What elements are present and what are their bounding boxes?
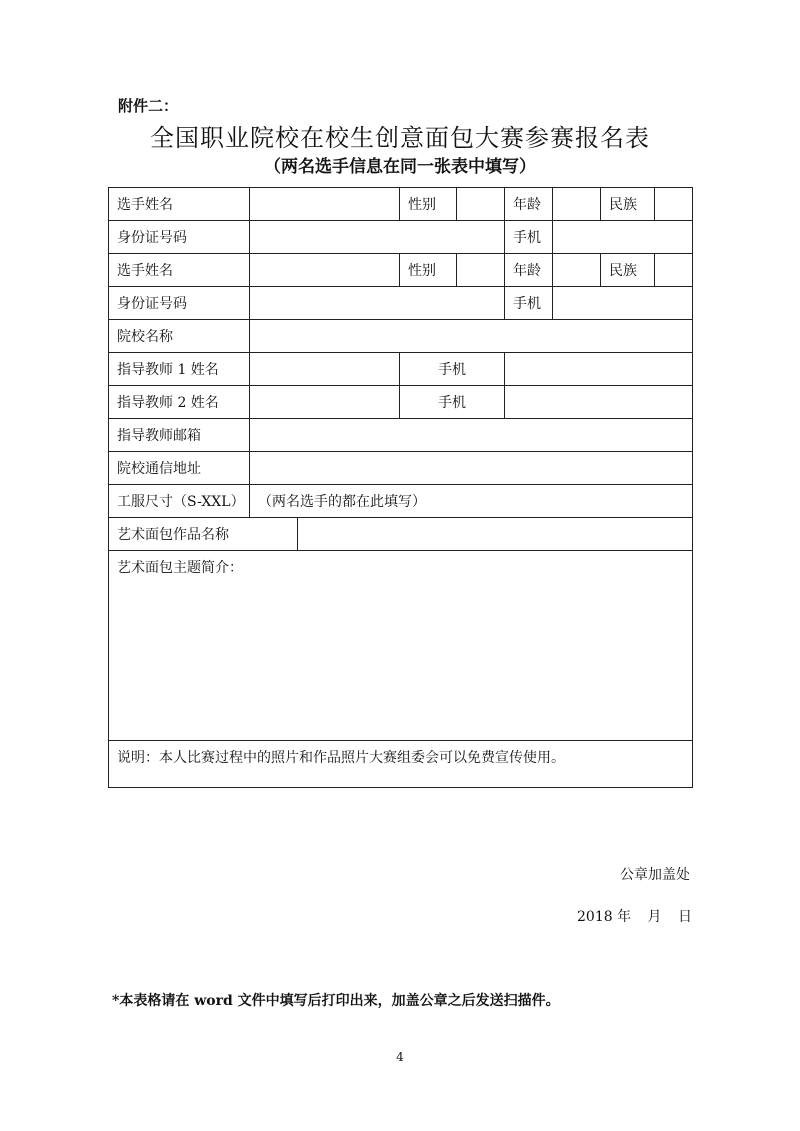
contestant2-gender-field[interactable]	[457, 254, 505, 287]
contestant1-id-label: 身份证号码	[109, 221, 250, 254]
teacher2-phone-field[interactable]	[505, 386, 693, 419]
contestant1-name-label: 选手姓名	[109, 188, 250, 221]
contestant2-age-field[interactable]	[553, 254, 601, 287]
uniform-size-note: （两名选手的都在此填写）	[258, 494, 426, 510]
contestant2-name-field[interactable]	[250, 254, 400, 287]
teacher2-name-field[interactable]	[250, 386, 400, 419]
form-subtitle: （两名选手信息在同一张表中填写）	[264, 157, 536, 177]
artwork-name-field[interactable]	[298, 518, 693, 551]
contestant2-row	[109, 254, 693, 287]
contestant1-ethnicity-label: 民族	[601, 188, 655, 221]
teacher2-phone-label: 手机	[400, 386, 505, 419]
date-month: 月	[647, 909, 662, 925]
school-address-field[interactable]	[250, 452, 693, 485]
registration-table	[108, 187, 693, 788]
date-year: 2018 年	[577, 909, 632, 925]
instruction-note: *本表格请在 word 文件中填写后打印出来，加盖公章之后发送扫描件。	[112, 993, 560, 1009]
contestant1-phone-field[interactable]	[553, 221, 693, 254]
theme-intro-label: 艺术面包主题简介：	[117, 560, 243, 576]
school-name-row	[109, 320, 693, 353]
contestant2-phone-field[interactable]	[553, 287, 693, 320]
page-number: 4	[396, 1050, 404, 1064]
teacher2-name-label: 指导教师 2 姓名	[109, 386, 250, 419]
contestant1-age-field[interactable]	[553, 188, 601, 221]
contestant1-gender-label: 性别	[400, 188, 457, 221]
artwork-name-row	[109, 518, 693, 551]
school-address-row	[109, 452, 693, 485]
artwork-name-label: 艺术面包作品名称	[109, 518, 298, 551]
form-title: 全国职业院校在校生创意面包大赛参赛报名表	[150, 124, 650, 152]
date-day: 日	[678, 909, 692, 925]
statement-cell	[109, 741, 693, 788]
teacher2-row	[109, 386, 693, 419]
teacher1-phone-field[interactable]	[505, 353, 693, 386]
teacher1-phone-label: 手机	[400, 353, 505, 386]
contestant1-id-field[interactable]	[250, 221, 505, 254]
contestant2-id-label: 身份证号码	[109, 287, 250, 320]
teacher-email-row	[109, 419, 693, 452]
school-name-field[interactable]	[250, 320, 693, 353]
stamp-placeholder: 公章加盖处	[620, 867, 690, 883]
uniform-size-row	[109, 485, 693, 518]
contestant2-age-label: 年龄	[505, 254, 553, 287]
teacher1-name-label: 指导教师 1 姓名	[109, 353, 250, 386]
contestant1-age-label: 年龄	[505, 188, 553, 221]
contestant2-gender-label: 性别	[400, 254, 457, 287]
attachment-label: 附件二：	[118, 97, 179, 115]
teacher-email-field[interactable]	[250, 419, 693, 452]
teacher1-name-field[interactable]	[250, 353, 400, 386]
contestant2-phone-label: 手机	[505, 287, 553, 320]
school-name-label: 院校名称	[109, 320, 250, 353]
contestant1-id-row	[109, 221, 693, 254]
contestant1-row	[109, 188, 693, 221]
contestant1-name-field[interactable]	[250, 188, 400, 221]
teacher1-row	[109, 353, 693, 386]
teacher-email-label: 指导教师邮箱	[109, 419, 250, 452]
contestant2-ethnicity-label: 民族	[601, 254, 655, 287]
contestant2-name-label: 选手姓名	[109, 254, 250, 287]
contestant2-id-field[interactable]	[250, 287, 505, 320]
statement-row	[109, 741, 693, 788]
uniform-size-label: 工服尺寸（S-XXL）	[109, 485, 250, 518]
contestant1-gender-field[interactable]	[457, 188, 505, 221]
contestant1-ethnicity-field[interactable]	[655, 188, 693, 221]
signature-date	[577, 906, 692, 926]
school-address-label: 院校通信地址	[109, 452, 250, 485]
theme-intro-row	[109, 551, 693, 741]
contestant2-ethnicity-field[interactable]	[655, 254, 693, 287]
contestant1-phone-label: 手机	[505, 221, 553, 254]
usage-statement: 说明：本人比赛过程中的照片和作品照片大赛组委会可以免费宣传使用。	[117, 750, 565, 766]
uniform-size-field[interactable]	[250, 485, 693, 518]
contestant2-id-row	[109, 287, 693, 320]
theme-intro-field[interactable]	[109, 551, 693, 741]
